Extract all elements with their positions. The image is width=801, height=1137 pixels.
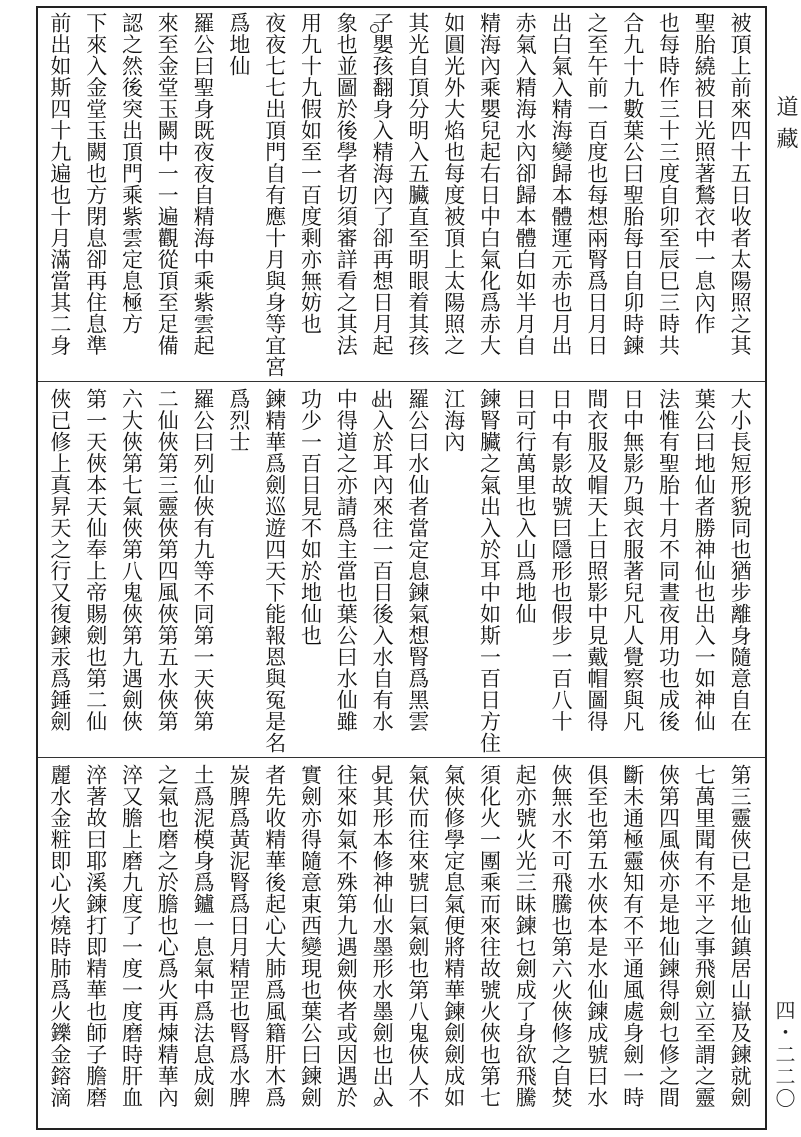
text-column: 羅公曰聖身既夜夜自精海中乘紫雲起 bbox=[191, 12, 216, 356]
text-column: 土爲泥模身爲鑪一息氣中爲法息成劍 bbox=[191, 764, 216, 1108]
panel-divider-2 bbox=[38, 757, 765, 758]
text-column: 用九十九假如至一百度剩亦無妨也 bbox=[298, 12, 323, 335]
circle-mark bbox=[374, 1097, 383, 1106]
text-column: 認之然後突出頂門乘紫雲定息極方 bbox=[119, 12, 144, 335]
text-column: 爲烈士 bbox=[226, 388, 251, 453]
text-column: 須化火一團乘而來往故號火俠也第七 bbox=[477, 764, 502, 1108]
page-number: 四・二二〇 bbox=[772, 1000, 796, 1110]
text-column: 出白氣入精海變歸本體運元赤也月出 bbox=[549, 12, 574, 356]
text-column: 如圓光外大焰也每度被頂上太陽照之 bbox=[441, 12, 466, 356]
text-column: 見其形本修神仙水墨形水墨劍也出入 bbox=[370, 764, 395, 1108]
text-column: 爲地仙 bbox=[226, 12, 251, 77]
text-column: 中得道之亦請爲主當也葉公曰水仙雖 bbox=[334, 388, 359, 732]
text-column: 二仙俠第三靈俠第四風俠第五水俠第 bbox=[155, 388, 180, 732]
text-column: 起亦號火光三昧鍊乜劍成了身欲飛騰 bbox=[513, 764, 538, 1108]
text-column: 江海內 bbox=[441, 388, 466, 453]
text-column: 之氣也磨之於膽也心爲火再煉精華內 bbox=[155, 764, 180, 1108]
text-column: 七萬里聞有不平之事飛劍立至謂之靈 bbox=[692, 764, 717, 1108]
text-column: 淬又膽上磨九度了一度一度磨時肝血 bbox=[119, 764, 144, 1108]
text-column: 斷未通極靈知有不平通風處身劍一時 bbox=[620, 764, 645, 1108]
text-column: 前出如斯四十九遍也十月滿當其二身 bbox=[47, 12, 72, 356]
text-column: 功少一百日見不如於地仙也 bbox=[298, 388, 323, 646]
text-column: 淬著故曰耶溪鍊打即精華也師子膽磨 bbox=[83, 764, 108, 1108]
text-column: 氣俠修學定息氣便將精華鍊劍劍成如 bbox=[441, 764, 466, 1108]
text-column: 夜夜七七出頂門自有應十月與身等宜宮 bbox=[262, 12, 287, 378]
text-column: 也每時作三十三度自卯至辰巳三時共 bbox=[656, 12, 681, 356]
text-column: 合九十九數葉公曰聖胎每日自卯時鍊 bbox=[620, 12, 645, 356]
text-column: 日中有影故號曰隱形也假步一百八十 bbox=[549, 388, 574, 732]
text-column: 日可行萬里也入山爲地仙 bbox=[513, 388, 538, 625]
side-label-daozang: 道藏 bbox=[773, 95, 798, 159]
text-column: 往來如氣不殊第九遇劍俠者或因遇於 bbox=[334, 764, 359, 1108]
panel-top bbox=[40, 12, 763, 376]
panel-divider-1 bbox=[38, 381, 765, 382]
text-column: 大小長短形貌同也猶步離身隨意自在 bbox=[728, 388, 753, 732]
text-column: 來至金堂玉闕中一一遍觀從頂至足備 bbox=[155, 12, 180, 356]
circle-mark bbox=[372, 398, 381, 407]
text-column: 羅公曰水仙者當定息鍊氣想腎爲黑雲 bbox=[405, 388, 430, 732]
text-column: 氣伏而往來號曰氣劍也第八鬼俠人不 bbox=[405, 764, 430, 1108]
text-column: 子嬰孩翻身入精海內了卻再想日月起 bbox=[370, 12, 395, 356]
panel-middle bbox=[40, 388, 763, 752]
text-column: 被頂上前來四十五日收者太陽照之其 bbox=[728, 12, 753, 356]
text-column: 鍊精華爲劍巡遊四天下能報恩與冤是名 bbox=[262, 388, 287, 754]
text-column: 第三靈俠已是地仙鎮居山嶽及鍊就劍 bbox=[728, 764, 753, 1108]
circle-mark bbox=[372, 772, 381, 781]
text-column: 象也並圖於後學者切須審詳看之其法 bbox=[334, 12, 359, 356]
text-column: 精海內乘嬰兒起右日中白氣化爲赤大 bbox=[477, 12, 502, 356]
text-column: 六大俠第七氣俠第八鬼俠第九遇劍俠 bbox=[119, 388, 144, 732]
text-column: 俠已修上真昇天之行又復鍊汞爲錘劍 bbox=[47, 388, 72, 732]
text-column: 法惟有聖胎十月不同晝夜用功也成後 bbox=[656, 388, 681, 732]
text-column: 第一天俠本天仙奉上帝賜劍也第二仙 bbox=[83, 388, 108, 732]
text-column: 其光自頂分明入五臟直至明眼着其孩 bbox=[405, 12, 430, 356]
text-column: 俱至也第五水俠本是水仙鍊成號曰水 bbox=[584, 764, 609, 1108]
text-column: 出入於耳內來往一百日後入水自有水 bbox=[370, 388, 395, 732]
text-column: 之至午前一百度也每想兩腎爲日月日 bbox=[584, 12, 609, 356]
text-column: 鍊腎臟之氣出入於耳中如斯一百日方住 bbox=[477, 388, 502, 754]
text-column: 俠第四風俠亦是地仙鍊得劍乜修之間 bbox=[656, 764, 681, 1108]
text-column: 聖胎繞被日光照著鶖衣中一息內作 bbox=[692, 12, 717, 335]
text-column: 俠無水不可飛騰也第六火俠修之自焚 bbox=[549, 764, 574, 1108]
text-column: 赤氣入精海水內卻歸本體白如半月自 bbox=[513, 12, 538, 356]
circle-mark bbox=[370, 24, 379, 33]
text-column: 間衣服及帽天上日照影中見戴帽圖得 bbox=[584, 388, 609, 732]
text-column: 麗水金粧即心火燒時肺爲火鑠金鎔滴 bbox=[47, 764, 72, 1108]
text-column: 葉公曰地仙者勝神仙也出入一如神仙 bbox=[692, 388, 717, 732]
text-column: 實劍亦得隨意東西變現也葉公曰鍊劍 bbox=[298, 764, 323, 1108]
text-column: 羅公曰列仙俠有九等不同第一天俠第 bbox=[191, 388, 216, 732]
text-column: 者先收精華後起心大肺爲風籍肝木爲 bbox=[262, 764, 287, 1108]
text-column: 炭脾爲黃泥腎爲日月精罡也腎爲水脾 bbox=[226, 764, 251, 1108]
text-column: 下來入金堂玉闕也方閉息卻再住息準 bbox=[83, 12, 108, 356]
panel-bottom bbox=[40, 764, 763, 1128]
text-column: 日中無影乃與衣服著兒凡人覺察與凡 bbox=[620, 388, 645, 732]
